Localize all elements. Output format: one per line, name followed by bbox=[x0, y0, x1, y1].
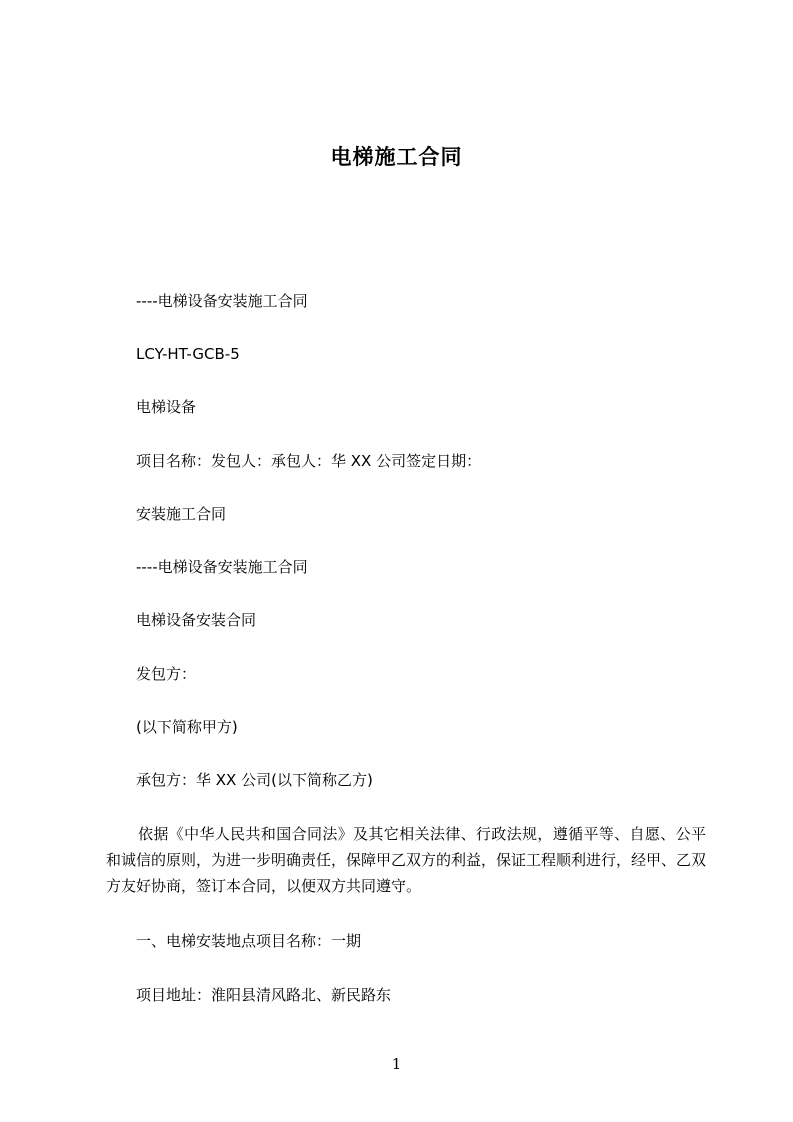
subtitle-line: ----电梯设备安装施工合同 bbox=[136, 292, 308, 310]
party-a-note: (以下简称甲方) bbox=[136, 718, 238, 736]
party-a-label: 发包方： bbox=[136, 665, 197, 683]
equipment-line: 电梯设备 bbox=[136, 398, 197, 416]
contract-type-line: 安装施工合同 bbox=[136, 505, 227, 523]
party-b-line: 承包方：华 XX 公司(以下简称乙方) bbox=[136, 771, 373, 789]
document-title: 电梯施工合同 bbox=[330, 145, 463, 169]
project-info-line: 项目名称：发包人：承包人：华 XX 公司签定日期： bbox=[136, 452, 482, 470]
contract-name-line: 电梯设备安装合同 bbox=[136, 611, 257, 629]
project-address: 项目地址：淮阳县清风路北、新民路东 bbox=[136, 986, 392, 1004]
page-number: 1 bbox=[391, 1055, 402, 1073]
subtitle-line-repeat: ----电梯设备安装施工合同 bbox=[136, 558, 308, 576]
contract-code: LCY-HT-GCB-5 bbox=[136, 345, 240, 363]
section-heading: 一、电梯安装地点项目名称：一期 bbox=[136, 932, 362, 950]
preamble-paragraph: 依据《中华人民共和国合同法》及其它相关法律、行政法规，遵循平等、自愿、公平和诚信的原则，为进一步明确责任，保障甲乙双方的利益，保证工程顺利进行，经甲、乙双方友好协商，签订本合同，以便双方共同遵守。 bbox=[106, 825, 707, 895]
